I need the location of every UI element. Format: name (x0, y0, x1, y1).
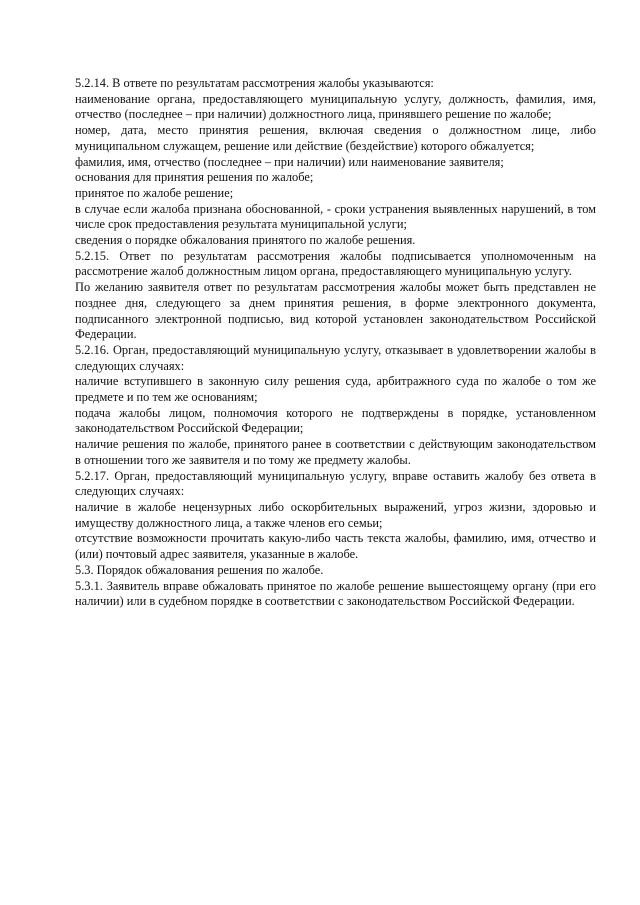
list-item-court-decision: наличие вступившего в законную силу решения суда, арбитражного суда по жалобе о том же предмете и по тем же основаниям; (75, 374, 596, 405)
section-5-3-heading: 5.3. Порядок обжалования решения по жалобе. (75, 562, 324, 577)
paragraph-5-2-15: 5.2.15. Ответ по результатам рассмотрения жалобы подписывается уполномоченным на рассмотрение жалоб должностным лицом органа, предоставляющего муниципальную услугу. (75, 248, 596, 279)
paragraph-5-2-17: 5.2.17. Орган, предоставляющий муниципальную услугу, вправе оставить жалобу без ответа в следующих случаях: (75, 468, 596, 499)
list-item-authority-name: наименование органа, предоставляющего муниципальную услугу, должность, фамилия, имя, отчество (последнее – при наличии) должностного лица, принявшего решение по жалобе; (75, 91, 596, 122)
list-item-appeal-procedure: сведения о порядке обжалования принятого по жалобе решения. (75, 233, 416, 248)
list-item-obscene-language: наличие в жалобе нецензурных либо оскорбительных выражений, угроз жизни, здоровью и имуществу должностного лица, а также членов его семьи; (75, 499, 596, 530)
list-item-grounds: основания для принятия решения по жалобе; (75, 170, 314, 185)
paragraph-electronic-response: По желанию заявителя ответ по результатам рассмотрения жалобы может быть представлен не позднее дня, следующего за днем принятия решения, в форме электронного документа, подписанного электронной подписью, вид которой установлен законодательством Российской Федерации. (75, 280, 596, 342)
document-page (75, 76, 596, 610)
list-item-decision: принятое по жалобе решение; (75, 185, 234, 200)
list-item-prior-decision: наличие решения по жалобе, принятого ранее в соответствии с действующим законодательством в отношении того же заявителя и по тому же предмету жалобы. (75, 437, 596, 467)
paragraph-5-2-16: 5.2.16. Орган, предоставляющий муниципальную услугу, отказывает в удовлетворении жалобы в следующих случаях: (75, 342, 596, 373)
paragraph-5-3-1: 5.3.1. Заявитель вправе обжаловать принятое по жалобе решение вышестоящему органу (при его наличии) или в судебном порядке в соответствии с законодательством Российской Федерации. (75, 578, 596, 609)
list-item-applicant-name: фамилия, имя, отчество (последнее – при наличии) или наименование заявителя; (75, 154, 504, 169)
list-item-remediation-terms: в случае если жалоба признана обоснованной, - сроки устранения выявленных нарушений, в том числе срок предоставления результата муниципальной услуги; (75, 201, 596, 232)
list-item-unreadable-text: отсутствие возможности прочитать какую-либо часть текста жалобы, фамилию, имя, отчество и (или) почтовый адрес заявителя, указанные в жалобе. (75, 531, 596, 562)
list-item-decision-number: номер, дата, место принятия решения, включая сведения о должностном лице, либо муниципальном служащем, решение или действие (бездействие) которого обжалуется; (75, 123, 596, 153)
paragraph-5-2-14-heading: 5.2.14. В ответе по результатам рассмотрения жалобы указываются: (75, 76, 434, 90)
list-item-unauthorized-filing: подача жалобы лицом, полномочия которого не подтверждены в порядке, установленном законодательством Российской Федерации; (75, 405, 596, 436)
